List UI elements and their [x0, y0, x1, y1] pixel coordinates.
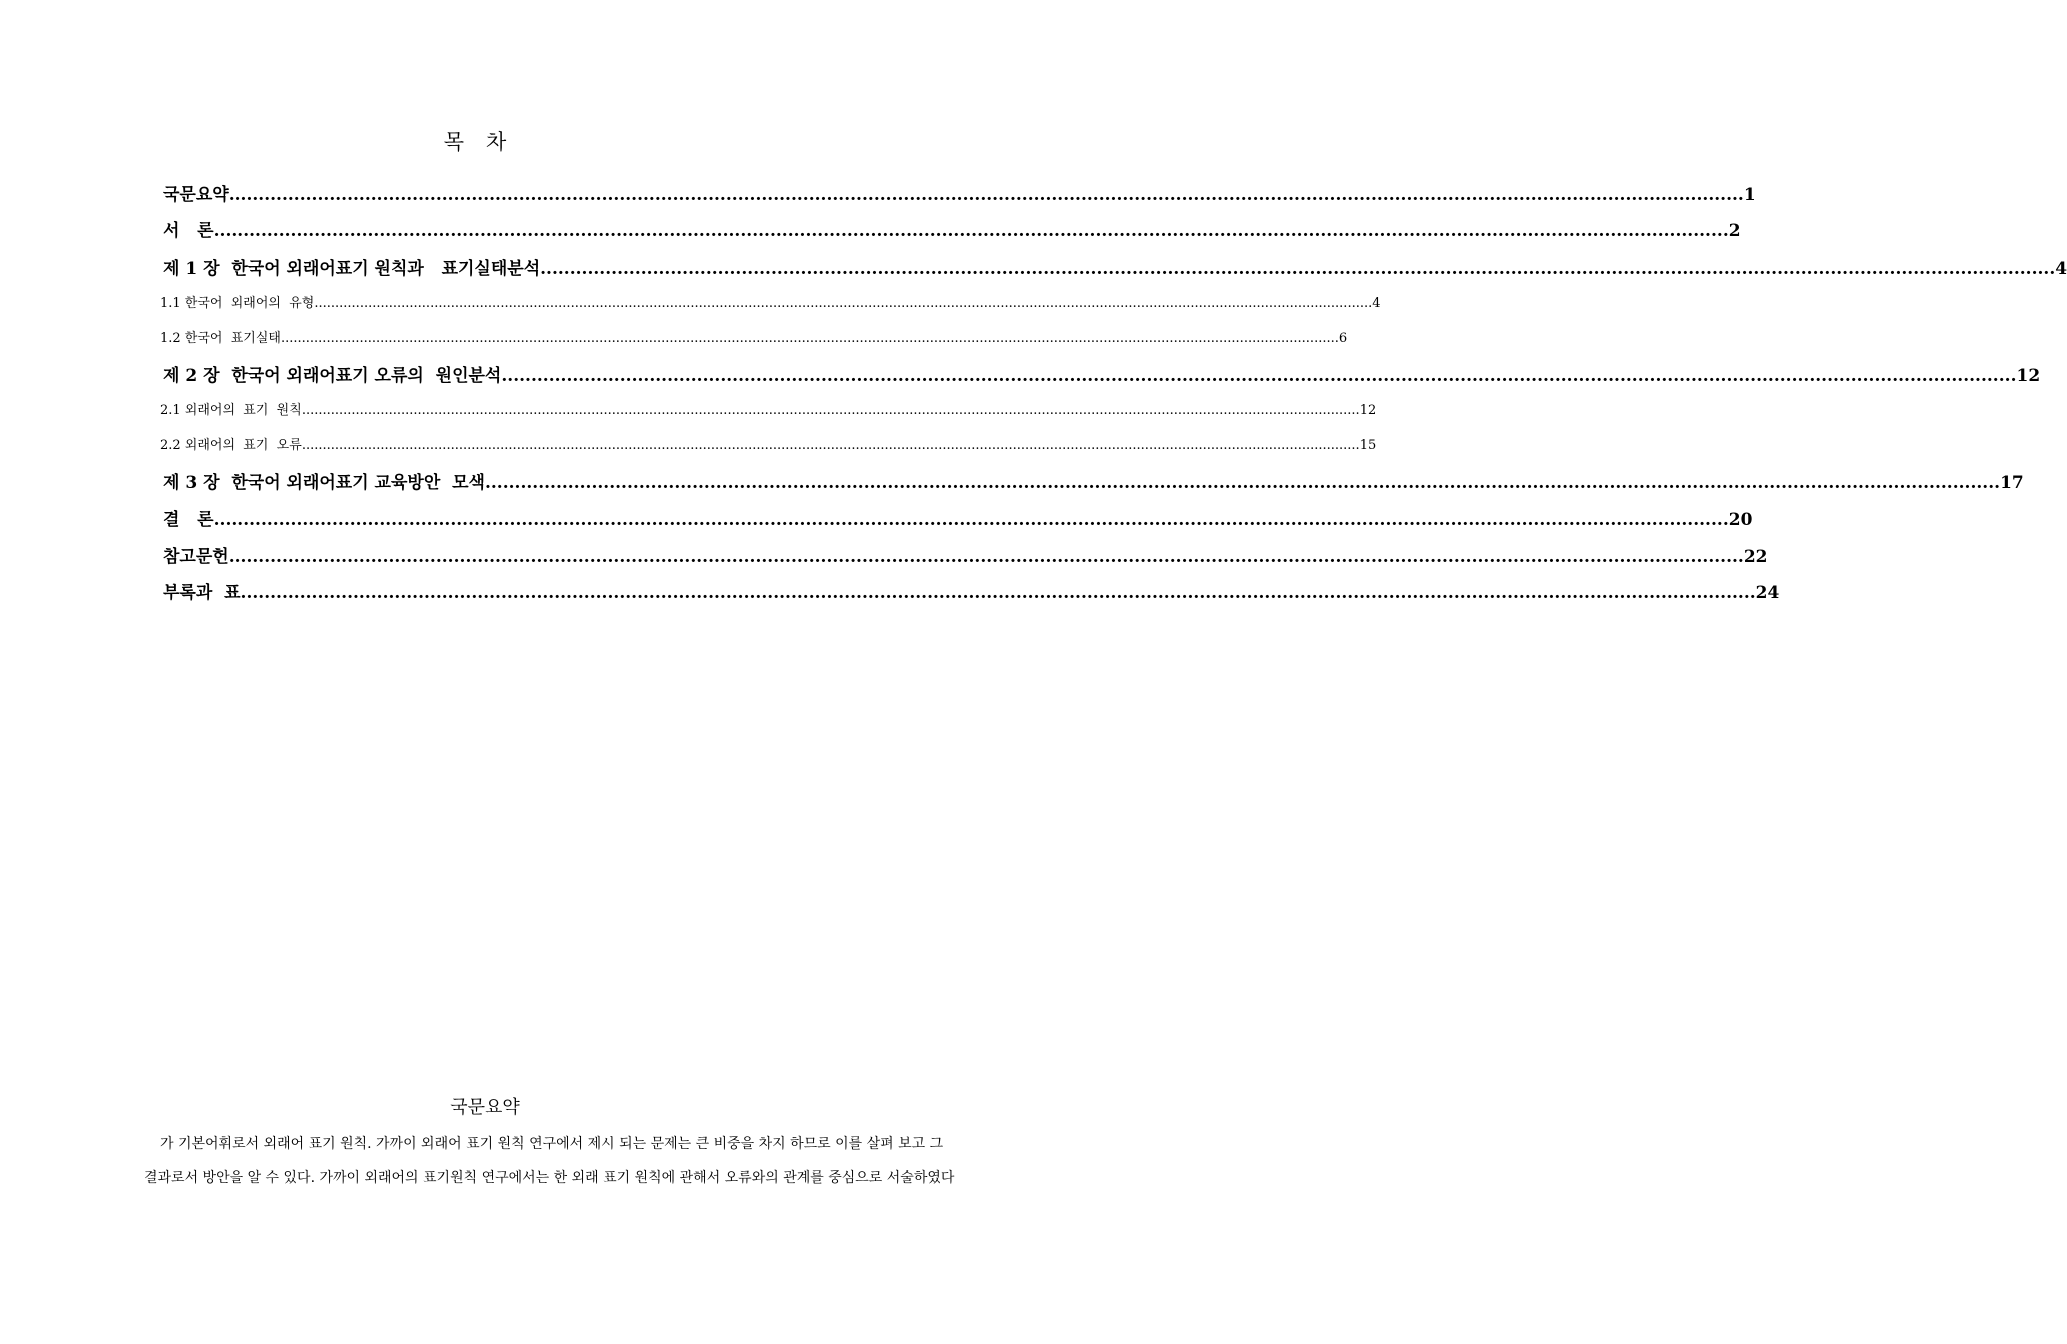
- toc-entry[interactable]: [163, 578, 1780, 603]
- toc-entry-page: 20: [1728, 510, 1753, 530]
- toc-leader-dots: [214, 221, 1729, 241]
- toc-entry[interactable]: [160, 399, 1377, 418]
- abstract-line: 결과로서 방안을 알 수 있다. 가까이 외래어의 표기원칙 연구에서는 한 외래 표기 원칙에 관해서 오류와의 관계를 중심으로 서술하였다: [144, 1170, 955, 1186]
- toc-entry-page: 22: [1743, 547, 1768, 567]
- toc-leader-dots: [540, 259, 2055, 279]
- toc-entry-page: 1: [1743, 185, 1756, 205]
- toc-leader-dots: [229, 185, 1744, 205]
- toc-entry-label: 1.1 한국어 외래어의 유형: [160, 296, 315, 311]
- toc-leader-dots: [314, 296, 1372, 311]
- toc-leader-dots: [214, 510, 1729, 530]
- toc-entry-page: 24: [1755, 583, 1780, 603]
- toc-entry-label: 1.2 한국어 표기실태: [160, 331, 281, 346]
- toc-entry-page: 17: [2000, 473, 2024, 493]
- toc-entry[interactable]: [163, 361, 2041, 386]
- toc-leader-dots: [229, 547, 1744, 567]
- toc-entry-page: 6: [1338, 331, 1348, 346]
- toc-entry-label: 서 론: [163, 221, 214, 241]
- toc-title: [0, 126, 950, 156]
- toc-leader-dots: [485, 473, 2000, 493]
- toc-leader-dots: [302, 403, 1360, 418]
- toc-entry-page: 12: [2016, 366, 2041, 386]
- toc-entry-label: 제 1 장 한국어 외래어표기 원칙과 표기실태분석: [163, 259, 541, 279]
- toc-entry-page: 4: [1372, 296, 1381, 311]
- toc-entry[interactable]: [163, 542, 1768, 567]
- toc-entry[interactable]: [160, 434, 1377, 453]
- toc-entry[interactable]: [163, 216, 1741, 241]
- toc-entry-label: 부록과 표: [163, 583, 241, 603]
- abstract-body: [144, 1127, 955, 1195]
- toc-title-char-1: 목: [443, 130, 464, 154]
- toc-entry-label: 결 론: [163, 510, 214, 530]
- abstract-heading: 국문요약: [450, 1097, 520, 1118]
- toc-entry[interactable]: [160, 292, 1381, 311]
- toc-entry-label: 제 2 장 한국어 외래어표기 오류의 원인분석: [163, 366, 502, 386]
- toc-leader-dots: [281, 331, 1339, 346]
- toc-entry-label: 2.2 외래어의 표기 오류: [160, 438, 302, 453]
- toc-entry-label: 제 3 장 한국어 외래어표기 교육방안 모색: [163, 473, 485, 493]
- toc-entry[interactable]: [160, 327, 1348, 346]
- abstract-line: 가 기본어휘로서 외래어 표기 원칙. 가까이 외래어 표기 원칙 연구에서 제시 되는 문제는 큰 비중을 차지 하므로 이를 살펴 보고 그: [160, 1136, 944, 1152]
- toc-entry-page: 2: [1728, 221, 1741, 241]
- toc-entry-label: 2.1 외래어의 표기 원칙: [160, 403, 302, 418]
- toc-entry[interactable]: [163, 468, 2024, 493]
- toc-entry-label: 국문요약: [163, 185, 229, 205]
- toc-entry-page: 12: [1359, 403, 1377, 418]
- toc-leader-dots: [241, 583, 1756, 603]
- toc-entry-label: 참고문헌: [163, 547, 229, 567]
- toc-entry-page: 15: [1359, 438, 1377, 453]
- toc-entry[interactable]: [163, 254, 2067, 279]
- toc-title-char-2: 차: [486, 130, 507, 154]
- toc-entry[interactable]: [163, 505, 1753, 530]
- toc-leader-dots: [302, 438, 1360, 453]
- toc-entry[interactable]: [163, 180, 1756, 205]
- toc-entry-page: 4: [2055, 259, 2067, 279]
- toc-leader-dots: [501, 366, 2016, 386]
